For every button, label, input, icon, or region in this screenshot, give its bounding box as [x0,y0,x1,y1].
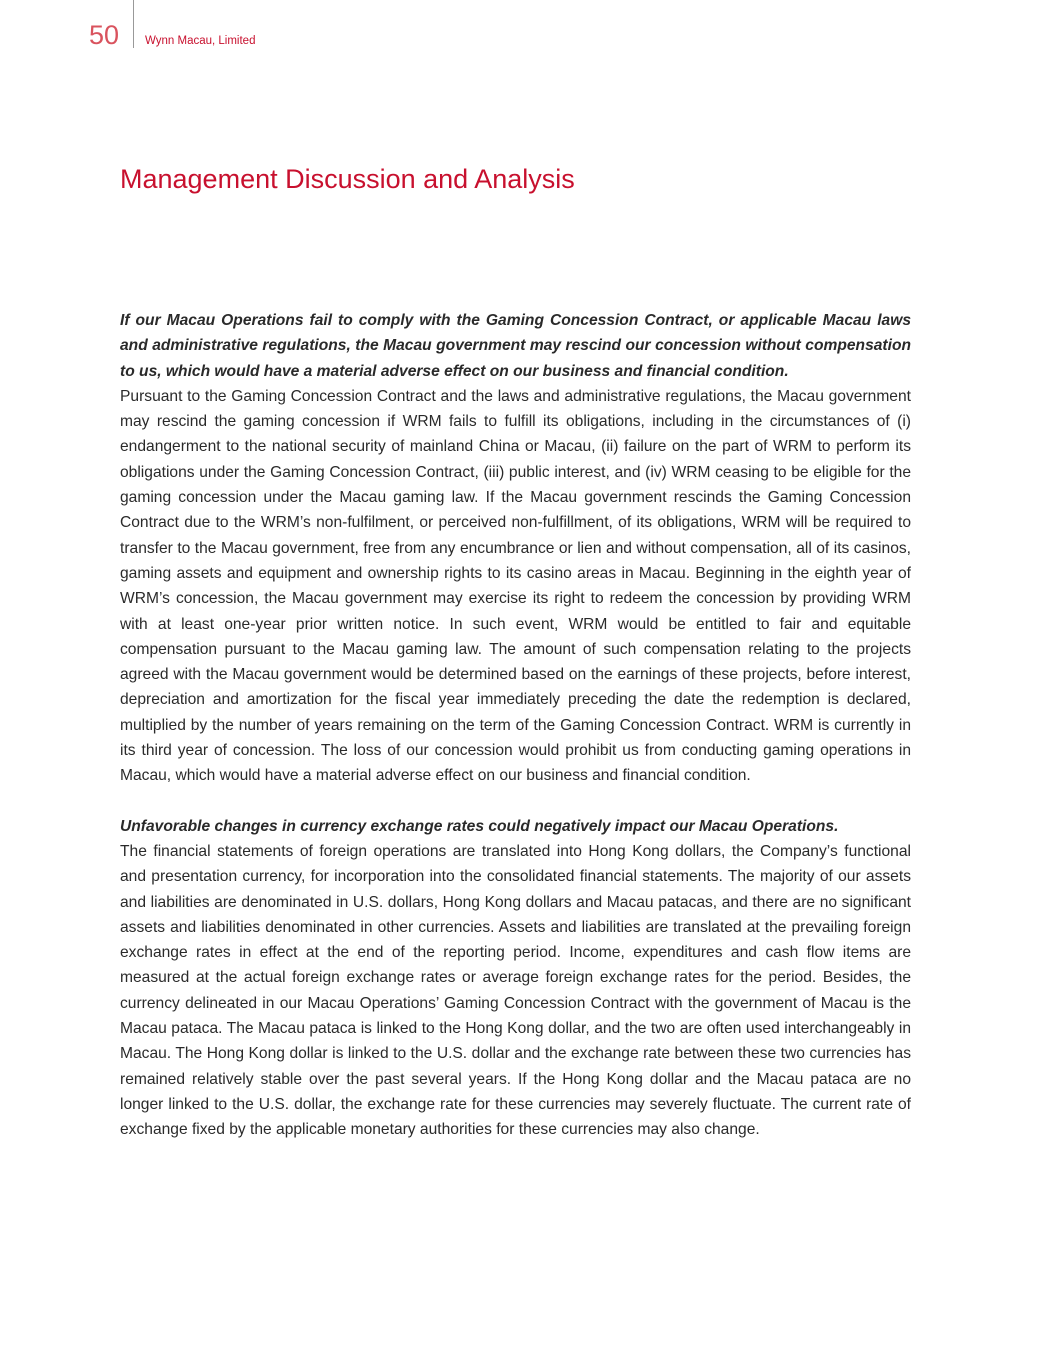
page-number: 50 [89,20,120,50]
section-heading: Unfavorable changes in currency exchange rates could negatively impact our Macau Operations. [120,817,839,835]
page-title: Management Discussion and Analysis [120,164,575,194]
header-divider [133,0,134,48]
section-paragraph: The financial statements of foreign operations are translated into Hong Kong dollars, the Company’s functional and presentation currency, for incorporation into the consolidated financial statements. The majority of our assets and liabilities are denominated in U.S. dollars, Hong Kong dollars and Macau patacas, and there are no significant assets and liabilities denominated in other currencies. Assets and liabilities are translated at the prevailing foreign exchange rates in effect at the end of the reporting period. Income, expenditures and cash flow items are measured at the actual foreign exchange rates or average foreign exchange rates for the period. Besides, the currency delineated in our Macau Operations’ Gaming Concession Contract with the government of Macau is the Macau pataca. The Macau pataca is linked to the Hong Kong dollar, and the two are often used interchangeably in Macau. The Hong Kong dollar is linked to the U.S. dollar and the exchange rate between these two currencies has remained relatively stable over the past several years. If the Hong Kong dollar and the Macau pataca are no longer linked to the U.S. dollar, the exchange rate for these currencies may severely fluctuate. The current rate of exchange fixed by the applicable monetary authorities for these currencies may also change. [120,842,911,1139]
section-heading: If our Macau Operations fail to comply with the Gaming Concession Contract, or applicable Macau laws and administrative regulations, the Macau government may rescind our concession without compensation to us, which would have a material adverse effect on our business and financial condition. [120,312,911,380]
section-paragraph: Pursuant to the Gaming Concession Contract and the laws and administrative regulations, the Macau government may rescind the gaming concession if WRM fails to fulfill its obligations, including in the circumstances of (i) endangerment to the national security of mainland China or Macau, (ii) failure on the part of WRM to perform its obligations under the Gaming Concession Contract, (iii) public interest, and (iv) WRM ceasing to be eligible for the gaming concession under the Macau gaming law. If the Macau government rescinds the Gaming Concession Contract due to the WRM’s non-fulfilment, or perceived non-fulfillment, of its obligations, WRM will be required to transfer to the Macau government, free from any encumbrance or lien and without compensation, all of its casinos, gaming assets and equipment and ownership rights to its casino areas in Macau. Beginning in the eighth year of WRM’s concession, the Macau government may exercise its right to redeem the concession by providing WRM with at least one-year prior written notice. In such event, WRM would be entitled to fair and equitable compensation pursuant to the Macau gaming law. The amount of such compensation relating to the projects agreed with the Macau government would be determined based on the earnings of these projects, before interest, depreciation and amortization for the fiscal year immediately preceding the date the redemption is declared, multiplied by the number of years remaining on the term of the Gaming Concession Contract. WRM is currently in its third year of concession. The loss of our concession would prohibit us from conducting gaming operations in Macau, which would have a material adverse effect on our business and financial condition. [120,387,911,785]
document-body [120,308,911,1143]
section-gap [120,789,911,814]
company-name: Wynn Macau, Limited [145,35,256,47]
